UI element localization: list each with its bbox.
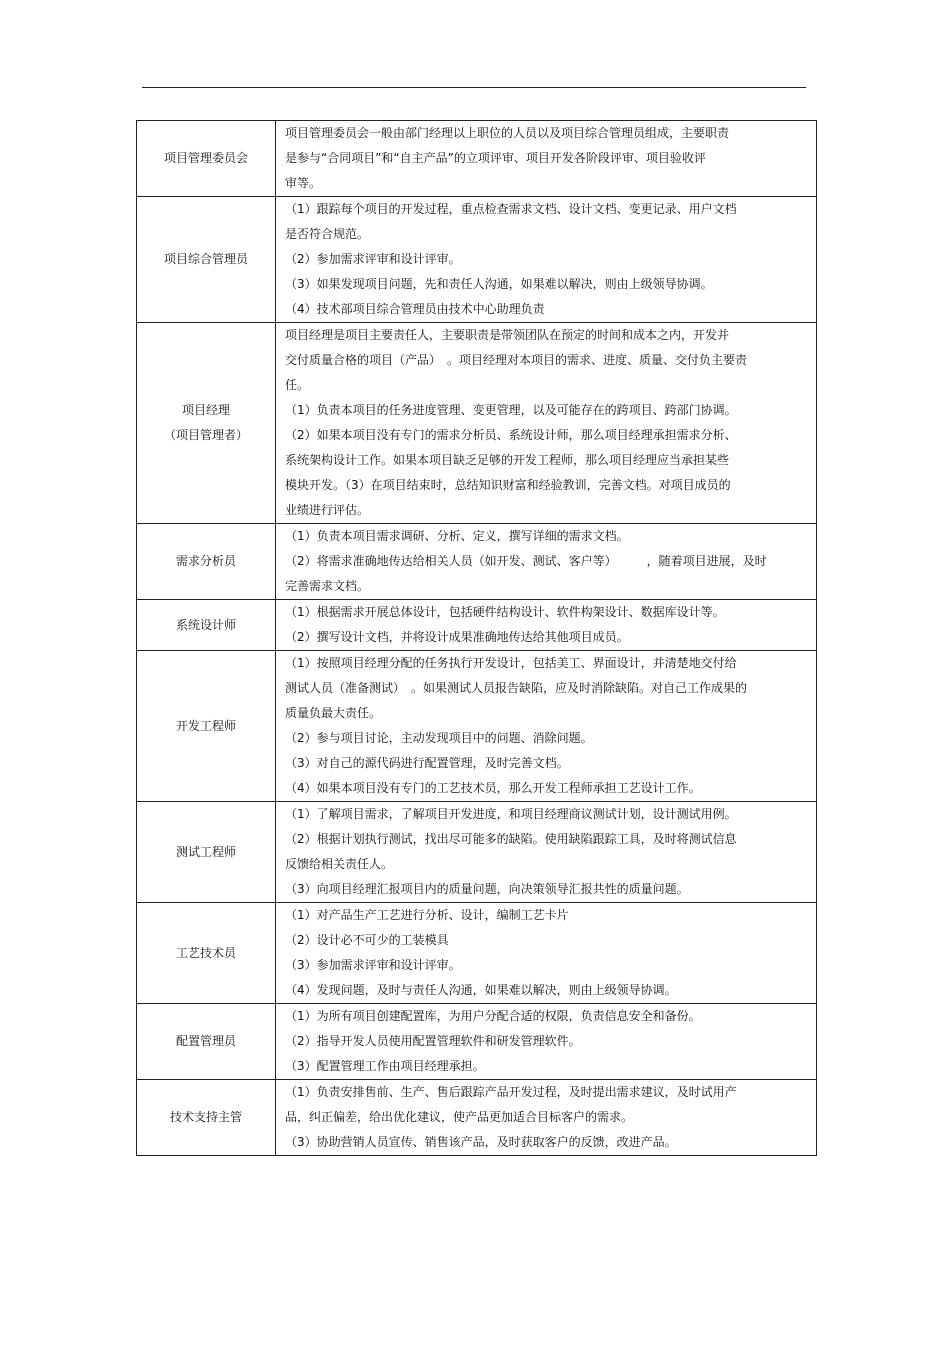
duty-line: 模块开发。（3）在项目结束时，总结知识财富和经验教训，完善文档。对项目成员的	[285, 478, 731, 492]
duty-line: 交付质量合格的项目（产品） 。项目经理对本项目的需求、进度、质量、交付负主要责	[285, 353, 748, 367]
role-name-text: 系统设计师	[175, 617, 236, 632]
role-name-cell	[137, 524, 276, 600]
header-rule	[142, 87, 806, 88]
table-row	[137, 802, 817, 903]
duty-line: 反馈给相关责任人。	[285, 857, 394, 871]
roles-table	[136, 120, 817, 1156]
role-name-text: 测试工程师	[175, 844, 236, 859]
role-duties-cell	[276, 524, 817, 600]
duty-line: （1）根据需求开展总体设计，包括硬件结构设计、软件构架设计、数据库设计等。	[285, 605, 725, 619]
duty-line: 项目管理委员会一般由部门经理以上职位的人员以及项目综合管理员组成，主要职责	[285, 126, 730, 140]
role-name-text: 项目管理委员会	[163, 151, 248, 165]
role-name-cell	[137, 802, 276, 903]
table-row	[137, 1004, 817, 1080]
table-row	[137, 651, 817, 802]
duty-line: 审等。	[285, 176, 322, 190]
role-name-cell	[137, 197, 276, 323]
role-name-cell	[137, 1004, 276, 1080]
table-row	[137, 121, 817, 197]
role-duties-cell	[276, 1004, 817, 1080]
role-duties-cell	[276, 903, 817, 1004]
role-name-text: 技术支持主管	[169, 1110, 242, 1124]
duty-line: （3）向项目经理汇报项目内的质量问题，向决策领导汇报共性的质量问题。	[285, 882, 689, 896]
duty-line: （1）为所有项目创建配置库，为用户分配合适的权限，负责信息安全和备份。	[285, 1009, 701, 1023]
role-duties-cell	[276, 121, 817, 197]
duty-line: （1）按照项目经理分配的任务执行开发设计，包括美工、界面设计，并清楚地交付给	[285, 656, 737, 670]
duty-line: （4）技术部项目综合管理员由技术中心助理负责	[285, 302, 545, 316]
role-name-text: （项目管理者）	[163, 428, 248, 442]
table-row	[137, 903, 817, 1004]
duty-line: （2）设计必不可少的工装模具	[285, 933, 449, 947]
duty-line: （1）负责安排售前、生产、售后跟踪产品开发过程，及时提出需求建议，及时试用产	[285, 1085, 737, 1099]
table-row	[137, 197, 817, 323]
role-name-cell	[137, 1080, 276, 1156]
duty-line: （3）参加需求评审和设计评审。	[285, 958, 461, 972]
table-row	[137, 1080, 817, 1156]
duty-line: 系统架构设计工作。如果本项目缺乏足够的开发工程师，那么项目经理应当承担某些	[285, 453, 730, 467]
role-name-cell	[137, 651, 276, 802]
duty-line: （2）如果本项目没有专门的需求分析员、系统设计师，那么项目经理承担需求分析、	[285, 428, 737, 442]
role-duties-cell	[276, 802, 817, 903]
table-row	[137, 600, 817, 651]
duty-line: （3）协助营销人员宣传、销售该产品，及时获取客户的反馈，改进产品。	[285, 1135, 677, 1149]
duty-line: （3）配置管理工作由项目经理承担。	[285, 1059, 485, 1073]
duty-line: 是否符合规范。	[285, 227, 370, 241]
duty-line: 质量负最大责任。	[285, 706, 382, 720]
role-name-text: 项目综合管理员	[163, 252, 248, 266]
duty-line: （3）对自己的源代码进行配置管理，及时完善文档。	[285, 756, 569, 770]
role-name-cell	[137, 600, 276, 651]
role-name-text: 项目经理	[181, 403, 230, 417]
duty-line: 项目经理是项目主要责任人，主要职责是带领团队在预定的时间和成本之内，开发并	[285, 328, 730, 342]
duty-line: （4）发现问题，及时与责任人沟通，如果难以解决，则由上级领导协调。	[285, 983, 677, 997]
duty-line: （2）撰写设计文档，并将设计成果准确地传达给其他项目成员。	[285, 630, 629, 644]
duty-line: 是参与“合同项目”和“自主产品”的立项评审、项目开发各阶段评审、项目验收评	[285, 151, 706, 165]
role-duties-cell	[276, 1080, 817, 1156]
role-name-text: 开发工程师	[175, 718, 236, 733]
role-name-text: 配置管理员	[175, 1034, 236, 1048]
roles-table-body	[137, 121, 817, 1156]
role-name-text: 需求分析员	[175, 554, 236, 568]
table-row	[137, 524, 817, 600]
duty-line: （3）如果发现项目问题，先和责任人沟通，如果难以解决，则由上级领导协调。	[285, 277, 713, 291]
duty-line: 任。	[285, 378, 310, 392]
duty-line: （1）负责本项目需求调研、分析、定义，撰写详细的需求文档。	[285, 529, 629, 543]
duty-line: （1）对产品生产工艺进行分析、设计，编制工艺卡片	[285, 908, 569, 922]
duty-line: （2）指导开发人员使用配置管理软件和研发管理软件。	[285, 1034, 581, 1048]
duty-line: （2）将需求准确地传达给相关人员（如开发、测试、客户等） ，随着项目进展，及时	[285, 554, 767, 568]
duty-line: 业绩进行评估。	[285, 503, 370, 517]
duty-line: 完善需求文档。	[285, 579, 370, 593]
duty-line: （2）参加需求评审和设计评审。	[285, 252, 461, 266]
role-duties-cell	[276, 197, 817, 323]
role-duties-cell	[276, 323, 817, 524]
role-duties-cell	[276, 600, 817, 651]
table-row	[137, 323, 817, 524]
role-name-cell	[137, 121, 276, 197]
duty-line: （1）跟踪每个项目的开发过程，重点检查需求文档、设计文档、变更记录、用户文档	[285, 202, 737, 216]
duty-line: （4）如果本项目没有专门的工艺技术员，那么开发工程师承担工艺设计工作。	[285, 781, 701, 795]
duty-line: 品，纠正偏差，给出优化建议，使产品更加适合目标客户的需求。	[285, 1110, 634, 1124]
role-name-cell	[137, 903, 276, 1004]
duty-line: （1）负责本项目的任务进度管理、变更管理，以及可能存在的跨项目、跨部门协调。	[285, 403, 737, 417]
duty-line: （2）根据计划执行测试，找出尽可能多的缺陷。使用缺陷跟踪工具，及时将测试信息	[285, 832, 737, 846]
duty-line: （2）参与项目讨论，主动发现项目中的问题、消除问题。	[285, 731, 593, 745]
role-name-text: 工艺技术员	[175, 945, 236, 960]
role-name-cell	[137, 323, 276, 524]
duty-line: （1）了解项目需求，了解项目开发进度，和项目经理商议测试计划，设计测试用例。	[285, 807, 737, 821]
role-duties-cell	[276, 651, 817, 802]
duty-line: 测试人员（准备测试） 。如果测试人员报告缺陷，应及时消除缺陷。对自己工作成果的	[285, 681, 748, 695]
